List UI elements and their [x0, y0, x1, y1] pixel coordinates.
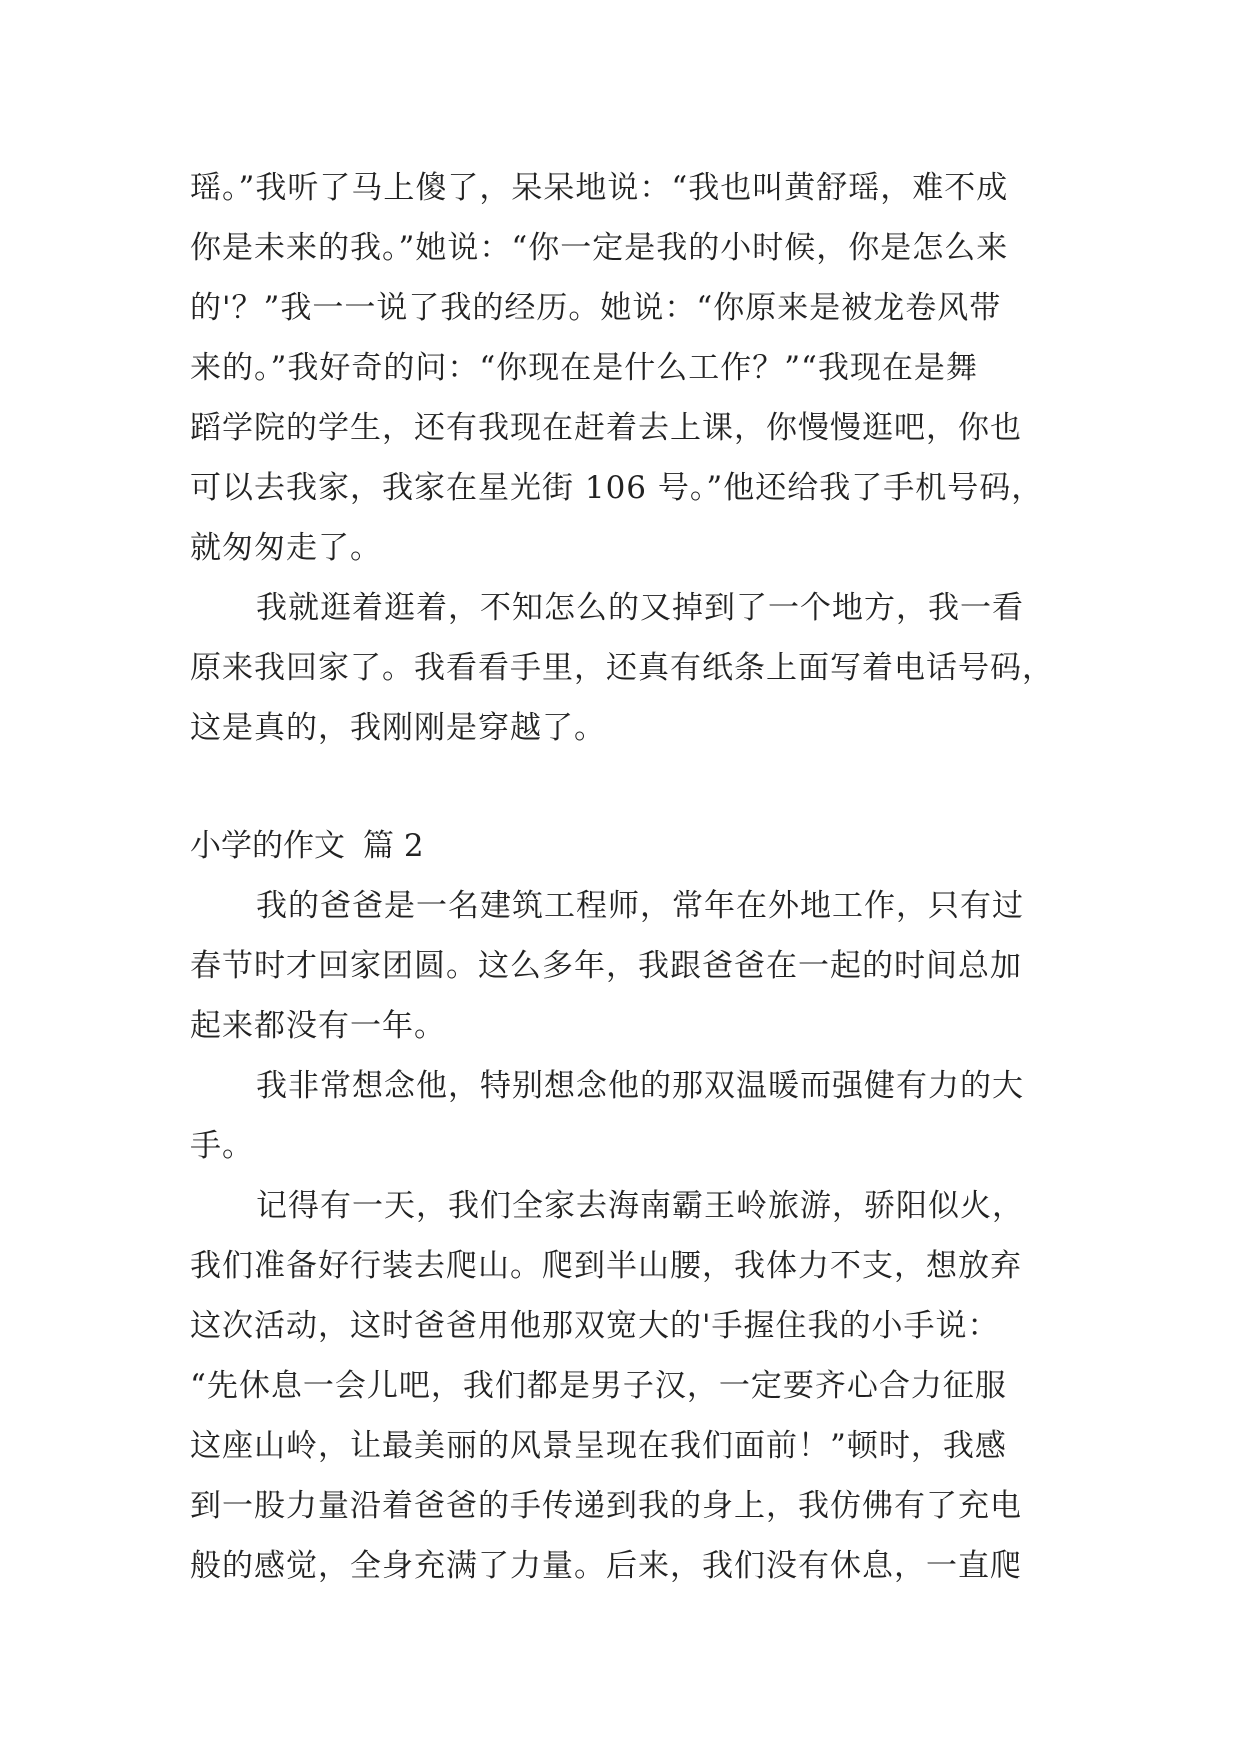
text-line: 手。: [190, 1128, 254, 1164]
paragraph: [190, 578, 1058, 758]
text-line: 我们准备好行装去爬山。爬到半山腰，我体力不支，想放弃: [190, 1248, 1022, 1284]
text-line: 到一股力量沿着爸爸的手传递到我的身上，我仿佛有了充电: [190, 1488, 1022, 1524]
text-line: 春节时才回家团圆。这么多年，我跟爸爸在一起的时间总加: [190, 948, 1022, 984]
text-line: 可以去我家，我家在星光街 106 号。”他还给我了手机号码，: [190, 470, 1044, 506]
text-line: 的'？”我一一说了我的经历。她说：“你原来是被龙卷风带: [190, 290, 1002, 326]
text-line: 我就逛着逛着，不知怎么的又掉到了一个地方，我一看: [256, 590, 1024, 626]
text-line: 蹈学院的学生，还有我现在赶着去上课，你慢慢逛吧，你也: [190, 410, 1022, 446]
text-line: 我非常想念他，特别想念他的那双温暖而强健有力的大: [256, 1068, 1024, 1104]
text-line: 你是未来的我。”她说：“你一定是我的小时候，你是怎么来: [190, 230, 1009, 266]
section-part: 篇 2: [363, 828, 424, 864]
text-line: 般的感觉，全身充满了力量。后来，我们没有休息，一直爬: [190, 1548, 1022, 1584]
text-line: 这是真的，我刚刚是穿越了。: [190, 710, 606, 746]
paragraph: [190, 1176, 1058, 1596]
text-line: 起来都没有一年。: [190, 1008, 446, 1044]
paragraph: [190, 876, 1058, 1056]
section-title: 小学的作文: [190, 828, 345, 864]
text-line: 记得有一天，我们全家去海南霸王岭旅游，骄阳似火，: [256, 1188, 1024, 1224]
text-line: 瑶。”我听了马上傻了，呆呆地说：“我也叫黄舒瑶，难不成: [190, 170, 1009, 206]
text-line: 这次活动，这时爸爸用他那双宽大的'手握住我的小手说：: [190, 1308, 1000, 1344]
text-line: 来的。”我好奇的问：“你现在是什么工作？”“我现在是舞: [190, 350, 978, 386]
paragraph: [190, 158, 1058, 578]
text-line: 我的爸爸是一名建筑工程师，常年在外地工作，只有过: [256, 888, 1024, 924]
text-line: “先休息一会儿吧，我们都是男子汉，一定要齐心合力征服: [190, 1368, 1007, 1404]
text-line: 原来我回家了。我看看手里，还真有纸条上面写着电话号码，: [190, 650, 1054, 686]
text-line: 就匆匆走了。: [190, 530, 382, 566]
section-heading: [190, 816, 1058, 876]
paragraph: [190, 1056, 1058, 1176]
document-page: [190, 158, 1058, 1596]
section-gap: [190, 758, 1058, 816]
text-line: 这座山岭，让最美丽的风景呈现在我们面前！”顿时，我感: [190, 1428, 1007, 1464]
